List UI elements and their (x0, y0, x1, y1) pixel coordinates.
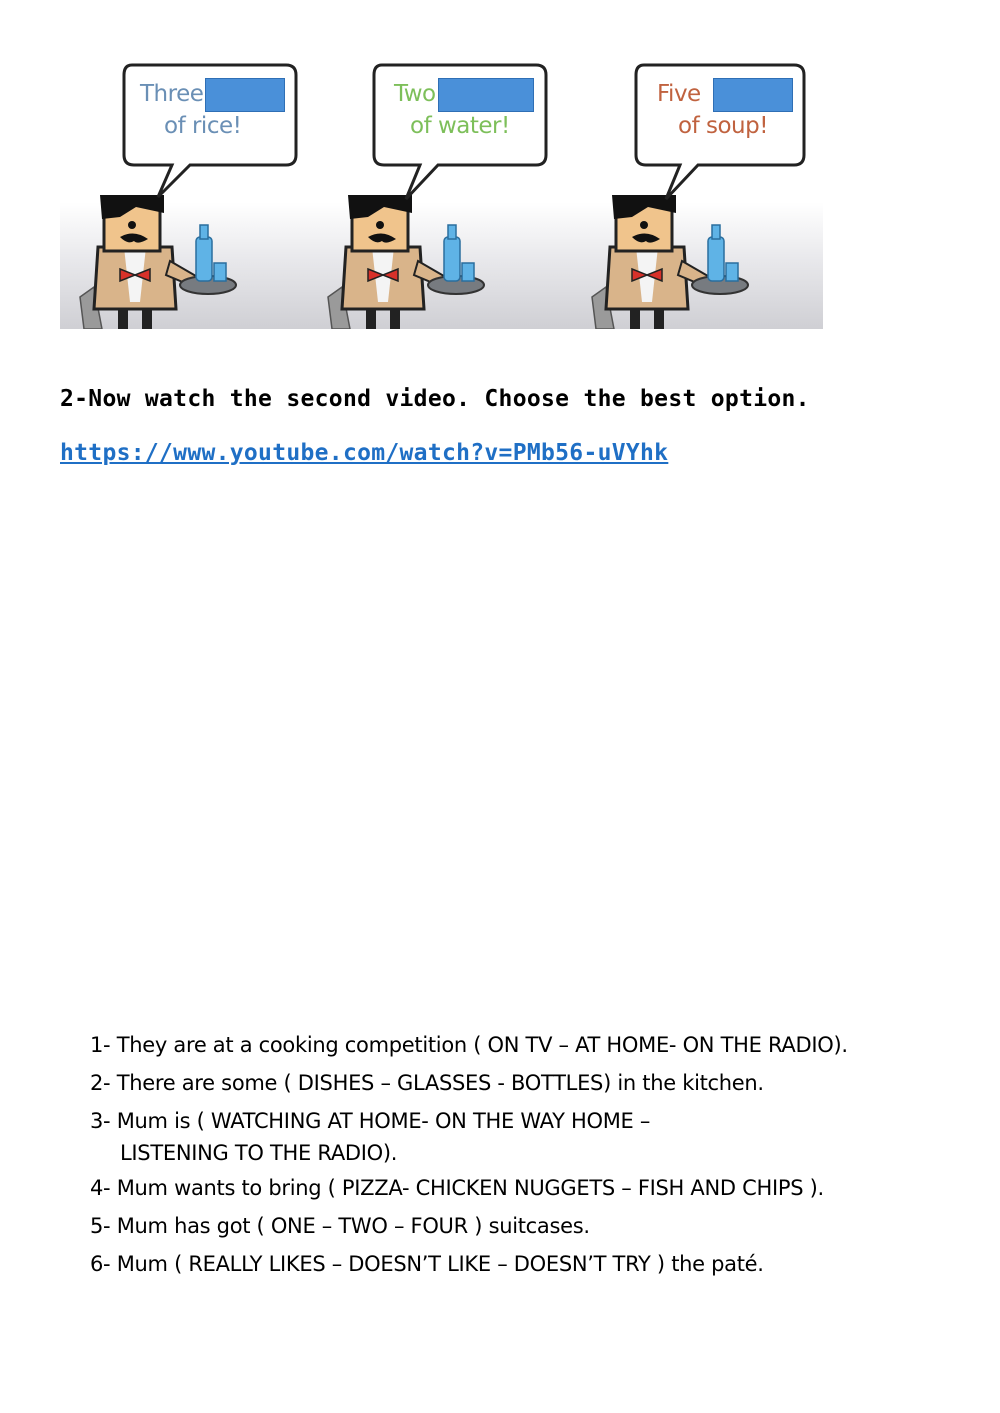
question-text: 5- Mum has got ( ONE – TWO – FOUR ) suitcases. (90, 1214, 590, 1239)
question-3 (90, 1106, 848, 1174)
question-4 (90, 1173, 848, 1211)
question-text: 4- Mum wants to bring ( PIZZA- CHICKEN NUGGETS – FISH AND CHIPS ). (90, 1176, 824, 1201)
bubble-2-number: Two (394, 81, 436, 107)
waiter-illustration (60, 47, 823, 329)
question-2 (90, 1068, 848, 1106)
question-list (90, 1030, 848, 1287)
question-1 (90, 1030, 848, 1068)
question-text: 3- Mum is ( WATCHING AT HOME- ON THE WAY HOME – (90, 1108, 651, 1133)
question-text: 6- Mum ( REALLY LIKES – DOESN’T LIKE – DOESN’T TRY ) the paté. (90, 1251, 764, 1276)
question-text: 1- They are at a cooking competition ( ON TV – AT HOME- ON THE RADIO). (90, 1033, 848, 1057)
bubble-3-blank (713, 78, 793, 112)
bubble-1-number: Three (140, 81, 204, 107)
bubble-2-tail: of water! (410, 113, 510, 139)
question-continuation: LISTENING TO THE RADIO). (120, 1140, 398, 1165)
section-heading: 2-Now watch the second video. Choose the best option. (60, 386, 810, 412)
bubble-1-blank (205, 78, 285, 112)
question-5 (90, 1211, 848, 1249)
bubble-3-number: Five (657, 81, 701, 107)
bubble-1-tail: of rice! (164, 113, 242, 139)
bubble-2-blank (438, 78, 534, 112)
bubble-3-tail: of soup! (678, 113, 768, 139)
video-link[interactable]: https://www.youtube.com/watch?v=PMb56-uVYhk (60, 440, 669, 466)
question-6 (90, 1249, 848, 1287)
question-text: 2- There are some ( DISHES – GLASSES - BOTTLES) in the kitchen. (90, 1070, 764, 1095)
